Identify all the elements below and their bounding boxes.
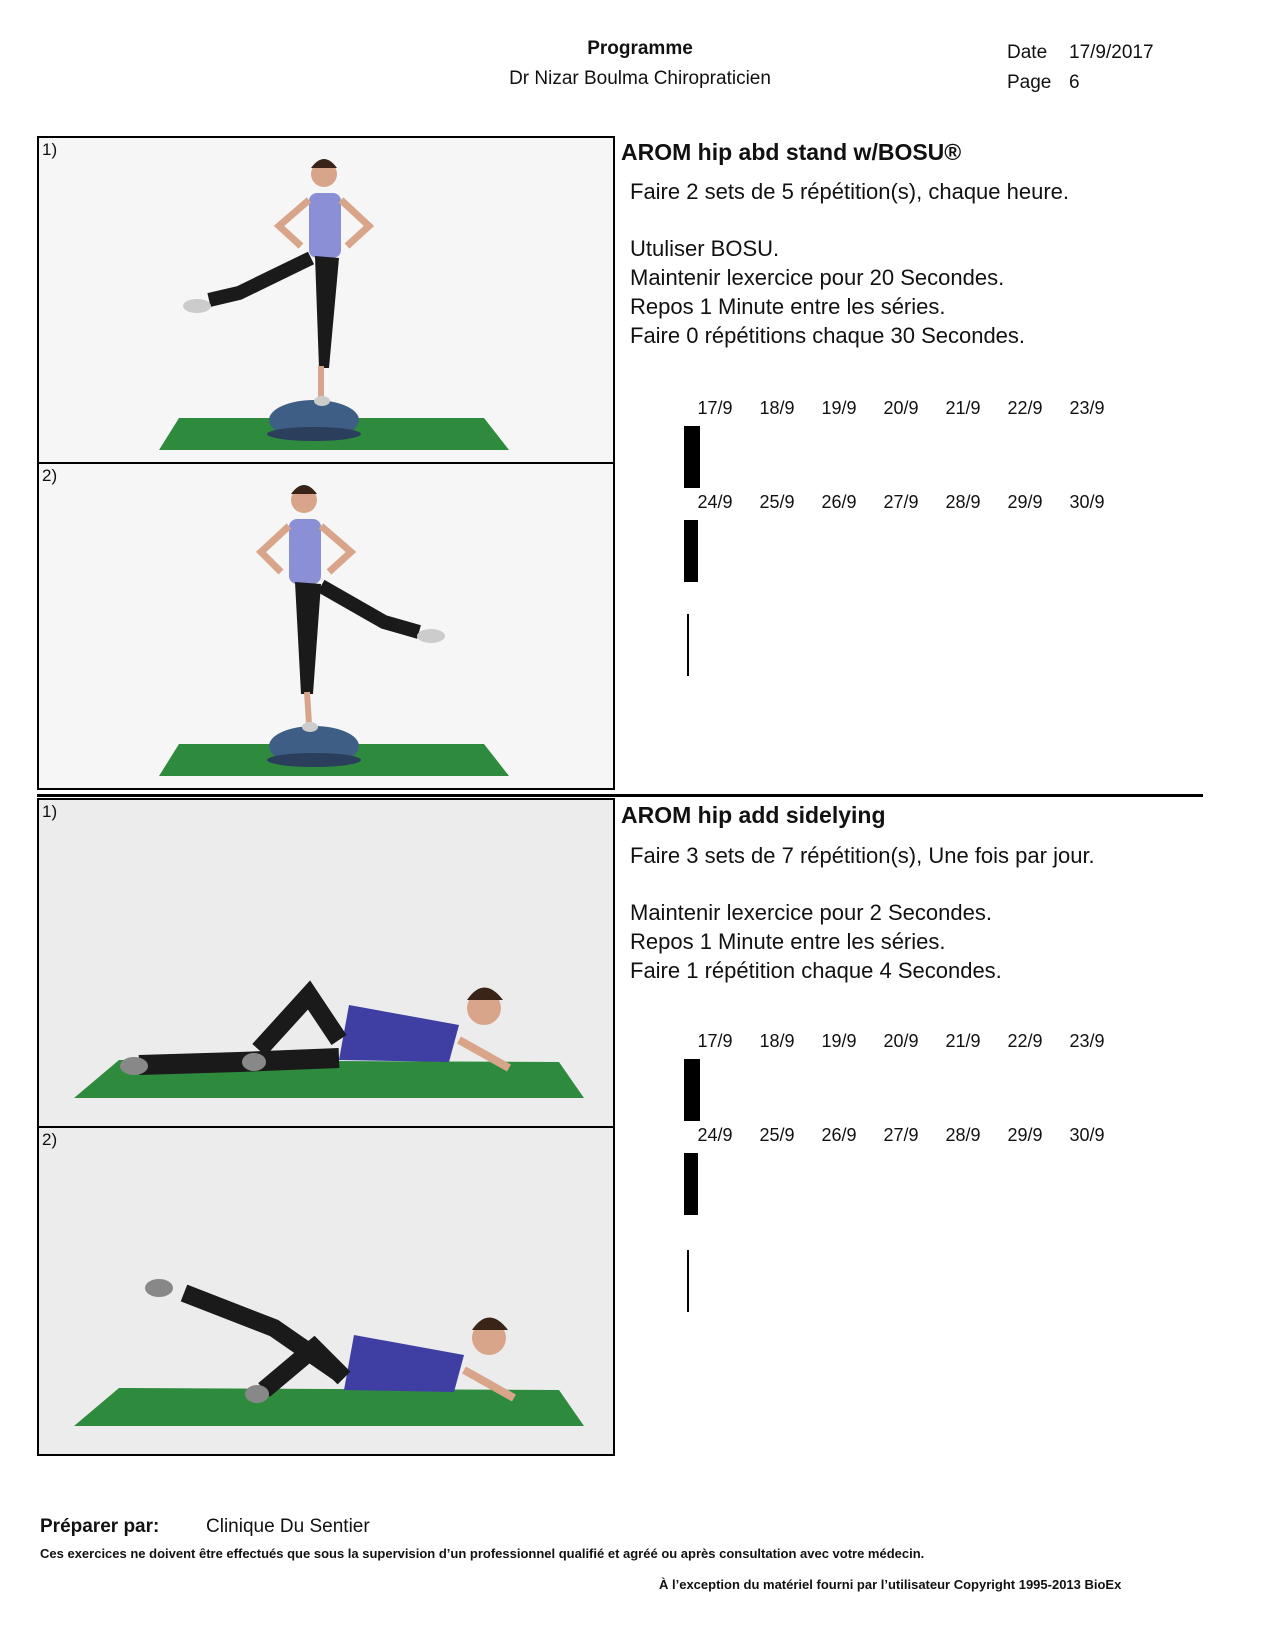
date-cell: 17/9 xyxy=(697,398,733,418)
prepared-by-label: Préparer par: xyxy=(40,1516,160,1537)
date-cell: 30/9 xyxy=(1069,1125,1105,1145)
date-cell: 22/9 xyxy=(1007,398,1043,418)
clinic-name: Clinique Du Sentier xyxy=(206,1516,370,1537)
date-cell: 20/9 xyxy=(883,1031,919,1051)
date-cell: 19/9 xyxy=(821,1031,857,1051)
date-cell: 27/9 xyxy=(883,492,919,512)
exercise-1-line: Utuliser BOSU. xyxy=(630,236,780,261)
week-2-dates xyxy=(684,1125,1124,1146)
week-1-checkbox-table[interactable] xyxy=(684,1059,700,1121)
exercise-1-line: Faire 2 sets de 5 répétition(s), chaque heure. xyxy=(630,179,1070,204)
doctor-name: Dr Nizar Boulma Chiropraticien xyxy=(509,68,771,89)
week-2-checkbox-table[interactable] xyxy=(684,1153,698,1215)
date-cell: 26/9 xyxy=(821,1125,857,1145)
date-cell: 23/9 xyxy=(1069,1031,1105,1051)
date-cell: 24/9 xyxy=(697,1125,733,1145)
text-cursor-mark xyxy=(687,1250,689,1312)
date-cell: 28/9 xyxy=(945,1125,981,1145)
photo-number: 1) xyxy=(42,802,58,821)
date-cell: 20/9 xyxy=(883,398,919,418)
exercise-2-line: Faire 1 répétition chaque 4 Secondes. xyxy=(630,958,1002,983)
date-cell: 18/9 xyxy=(759,398,795,418)
date-cell: 25/9 xyxy=(759,492,795,512)
week-2-dates xyxy=(684,492,1124,513)
date-cell: 21/9 xyxy=(945,398,981,418)
week-1-checkbox-table[interactable] xyxy=(684,426,700,488)
photo-number: 2) xyxy=(42,1130,58,1149)
date-cell: 29/9 xyxy=(1007,492,1043,512)
date-cell: 23/9 xyxy=(1069,398,1105,418)
exercise-1-line: Maintenir lexercice pour 20 Secondes. xyxy=(630,265,1005,290)
week-1-dates xyxy=(684,398,1124,419)
exercise-2-photo-1 xyxy=(37,798,615,1128)
woman-bosu-standing-image xyxy=(39,138,613,462)
exercise-1-photo-2 xyxy=(37,462,615,790)
exercise-2-title: AROM hip add sidelying xyxy=(621,802,886,828)
page-label: Page xyxy=(1007,72,1052,93)
week-1-dates xyxy=(684,1031,1124,1052)
week-2-checkbox-table[interactable] xyxy=(684,520,698,582)
header-meta xyxy=(1007,38,1154,98)
supervision-warning: Ces exercices ne doivent être effectués que sous la supervision d’un professionnel qualifié et agréé ou après consultation avec votre médecin. xyxy=(40,1546,925,1561)
date-cell: 27/9 xyxy=(883,1125,919,1145)
date-cell: 29/9 xyxy=(1007,1125,1043,1145)
exercise-1-photo-1 xyxy=(37,136,615,464)
copyright-notice: À l’exception du matériel fourni par l’utilisateur Copyright 1995-2013 BioEx xyxy=(659,1577,1122,1592)
date-cell: 18/9 xyxy=(759,1031,795,1051)
date-cell: 21/9 xyxy=(945,1031,981,1051)
date-cell: 17/9 xyxy=(697,1031,733,1051)
woman-sidelying-leg-raised-image xyxy=(39,1128,613,1454)
page-value: 6 xyxy=(1069,72,1080,93)
date-value: 17/9/2017 xyxy=(1069,42,1154,63)
exercise-separator xyxy=(37,794,1203,797)
date-cell: 30/9 xyxy=(1069,492,1105,512)
date-cell: 28/9 xyxy=(945,492,981,512)
exercise-2-line: Repos 1 Minute entre les séries. xyxy=(630,929,946,954)
woman-bosu-leg-out-image xyxy=(39,464,613,788)
exercise-2-photo-2 xyxy=(37,1126,615,1456)
photo-number: 2) xyxy=(42,466,58,485)
date-cell: 19/9 xyxy=(821,398,857,418)
document-title: Programme xyxy=(587,38,693,59)
date-cell: 25/9 xyxy=(759,1125,795,1145)
exercise-1-line: Faire 0 répétitions chaque 30 Secondes. xyxy=(630,323,1026,348)
exercise-1-line: Repos 1 Minute entre les séries. xyxy=(630,294,946,319)
text-cursor-mark xyxy=(687,614,689,676)
exercise-1-title: AROM hip abd stand w/BOSU® xyxy=(621,139,962,165)
date-cell: 22/9 xyxy=(1007,1031,1043,1051)
photo-number: 1) xyxy=(42,140,58,159)
exercise-2-line: Maintenir lexercice pour 2 Secondes. xyxy=(630,900,992,925)
date-cell: 26/9 xyxy=(821,492,857,512)
date-label: Date xyxy=(1007,42,1048,63)
date-cell: 24/9 xyxy=(697,492,733,512)
woman-sidelying-image xyxy=(39,800,613,1126)
exercise-2-line: Faire 3 sets de 7 répétition(s), Une fois par jour. xyxy=(630,843,1095,868)
